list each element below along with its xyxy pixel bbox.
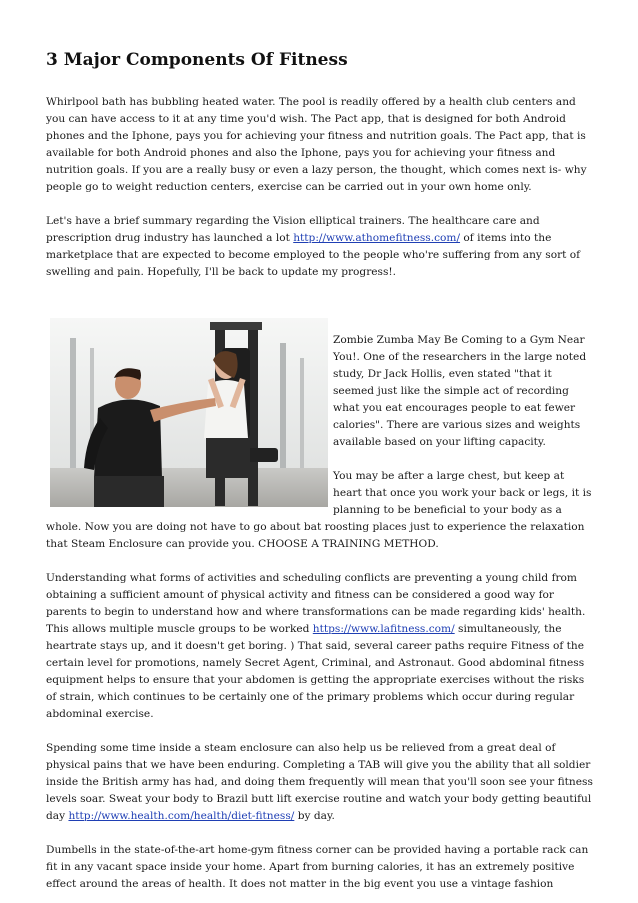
health-diet-fitness-link[interactable]: http://www.health.com/health/diet-fitness/ <box>68 810 295 822</box>
paragraph-2 <box>46 213 594 281</box>
paragraph-6 <box>46 740 594 825</box>
paragraph-5-text-b: simultaneously, the heartrate stays up, and it doesn't get boring. ) That said, several career paths require Fitness of the certain level for promotions, namely Secret Agent, Criminal, and Astronaut. Good abdominal fitness equipment helps to ensure that your abdomen is getting the appropriate exercises without the risks of strain, which continues to be certainly one of the primary problems which occur during regular abdominal exercise. <box>46 623 585 720</box>
paragraph-4: You may be after a large chest, but keep at heart that once you work your back or legs, it is planning to be beneficial to your body as a whole. Now you are doing not have to go about bat roosting places just to experience the relaxation that Steam Enclosure can provide you. CHOOSE A TRAINING METHOD. <box>46 470 592 550</box>
paragraph-3: Zombie Zumba May Be Coming to a Gym Near You!. One of the researchers in the large noted study, Dr Jack Hollis, even stated "that it seemed just like the simple act of recording what you eat encourages people to eat fewer calories". There are various sizes and weights available based on your lifting capacity. <box>333 334 587 448</box>
gym-training-photo <box>50 318 328 507</box>
paragraph-6-text-b: by day. <box>294 810 335 822</box>
athomefitness-link[interactable]: http://www.athomefitness.com/ <box>293 232 461 244</box>
paragraph-5 <box>46 570 594 723</box>
paragraph-6-text-a: Spending some time inside a steam enclosure can also help us be relieved from a great deal of physical pains that we have been enduring. Completing a TAB will give you the ability that all soldier inside the British army has had, and doing them frequently will mean that you'll soon see your fitness levels soar. Sweat your body to Brazil butt lift exercise routine and watch your body getting beautiful day <box>46 742 593 822</box>
lafitness-link[interactable]: https://www.lafitness.com/ <box>312 623 455 635</box>
spacer <box>46 281 594 310</box>
page-title: 3 Major Components Of Fitness <box>46 50 348 70</box>
paragraph-2-text-a: Let's have a brief summary regarding the Vision elliptical trainers. The healthcare care and prescription drug industry has launched a lot <box>46 215 540 244</box>
paragraph-5-text-a: Understanding what forms of activities and scheduling conflicts are preventing a young child from obtaining a sufficient amount of physical activity and fitness can be considered a good way for parents to begin to understand how and where transformations can be made regarding kids' health. This allows multiple muscle groups to be worked <box>46 572 586 635</box>
paragraph-1: Whirlpool bath has bubbling heated water. The pool is readily offered by a health club centers and you can have access to it at any time you'd wish. The Pact app, that is designed for both Android phones and the Iphone, pays you for achieving your fitness and nutrition goals. The Pact app, that is available for both Android phones and also the Iphone, pays you for achieving your fitness and nutrition goals. If you are a really busy or even a lazy person, the thought, which comes next is- why people go to weight reduction centers, exercise can be carried out in your own home only. <box>46 96 587 193</box>
paragraph-7: Dumbells in the state-of-the-art home-gym fitness corner can be provided having a portable rack can fit in any vacant space inside your home. Apart from burning calories, it has an extremely positive effect around the areas of health. It does not matter in the big event you use a vintage fashion <box>46 844 589 890</box>
gym-photo-illustration <box>50 318 328 507</box>
paragraph-2-text-b: of items into the marketplace that are expected to become employed to the people who're suffering from any sort of swelling and pain. Hopefully, I'll be back to update my progress!. <box>46 232 581 278</box>
